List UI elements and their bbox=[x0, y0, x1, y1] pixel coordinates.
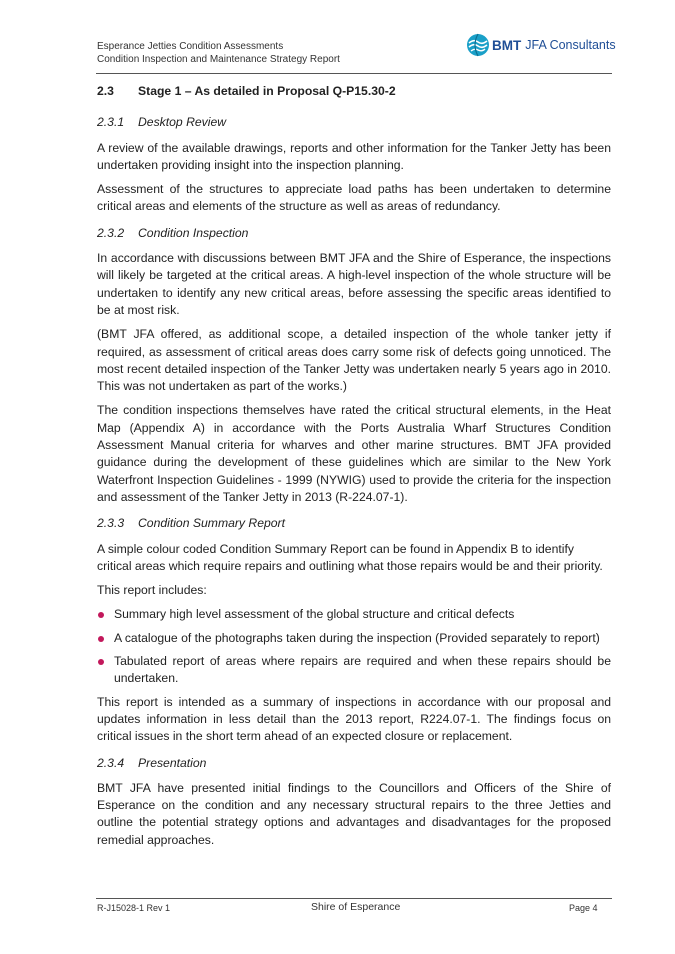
paragraph: (BMT JFA offered, as additional scope, a detailed inspection of the whole tanker jetty if required, as assessment of critical areas does carry some risk of defects going unnoticed. The most recent detailed inspection of the Tanker Jetty was undertaken nearly 5 years ago in 2010. This was not undertaken as part of the works.) bbox=[97, 327, 611, 394]
subsection-title: Presentation bbox=[138, 755, 207, 770]
paragraph: This report is intended as a summary of inspections in accordance with our proposal and updates information in less detail than the 2013 report, R224.07-1. The findings focus on critical issues in the short term ahead of an expected closure or replacement. bbox=[97, 694, 611, 744]
bullet-list bbox=[97, 606, 611, 687]
paragraph: A review of the available drawings, reports and other information for the Tanker Jetty has been undertaken providing insight into the inspection planning. bbox=[97, 140, 611, 172]
footer-rule bbox=[96, 898, 612, 899]
logo-subtitle: JFA Consultants bbox=[525, 38, 616, 52]
section-heading bbox=[97, 83, 611, 100]
subsection-title: Desktop Review bbox=[138, 115, 227, 130]
section-title: Stage 1 – As detailed in Proposal Q-P15.30-2 bbox=[138, 84, 396, 98]
logo-brand: BMT bbox=[492, 37, 522, 53]
paragraph: BMT JFA have presented initial findings to the Councillors and Officers of the Shire of Esperance on the condition and any necessary structural repairs to the three Jetties and outline the potential strategy options and advantages and disadvantages for the proposed remedial approaches. bbox=[97, 780, 611, 847]
paragraph: Assessment of the structures to appreciate load paths has been undertaken to determine critical areas and elements of the structure as well as areas of redundancy. bbox=[97, 182, 611, 214]
bullet-icon bbox=[98, 612, 104, 618]
list-item-text: Tabulated report of areas where repairs are required and when these repairs should be undertaken. bbox=[114, 654, 611, 686]
subsection-number: 2.3.1 bbox=[97, 115, 125, 130]
footer-document-reference: R-J15028-1 Rev 1 bbox=[97, 903, 171, 913]
subsection-number: 2.3.4 bbox=[97, 755, 125, 770]
paragraph: In accordance with discussions between BMT JFA and the Shire of Esperance, the inspections will likely be targeted at the critical areas. A high-level inspection of the whole structure will be undertaken to identify any new critical areas, before assessing the specific areas identified to be at most risk. bbox=[97, 251, 611, 317]
list-item bbox=[97, 653, 611, 688]
subsection-number: 2.3.3 bbox=[97, 516, 125, 531]
running-header bbox=[97, 40, 340, 66]
subsection-number: 2.3.2 bbox=[97, 225, 125, 240]
bullet-icon bbox=[98, 659, 104, 665]
list-item-text: A catalogue of the photographs taken during the inspection (Provided separately to report) bbox=[114, 630, 600, 645]
footer-page-number: Page 4 bbox=[569, 903, 598, 913]
bmt-logo bbox=[466, 33, 616, 57]
list-item bbox=[97, 606, 611, 623]
bullet-icon bbox=[98, 636, 104, 642]
list-item bbox=[97, 630, 611, 647]
paragraph: The condition inspections themselves have rated the critical structural elements, in the Heat Map (Appendix A) in accordance with the Ports Australia Wharf Structures Condition Assessment Manual criteria for wharves and other marine structures. BMT JFA provided guidance during the development of these guidelines which are similar to the New York Waterfront Inspection Guidelines - 1999 (NYWIG) used to provide the criteria for the inspection and assessment of the Tanker Jetty in 2013 (R-224.07-1). bbox=[97, 403, 611, 504]
subsection-heading-presentation bbox=[97, 755, 611, 772]
list-item-text: Summary high level assessment of the global structure and critical defects bbox=[114, 607, 515, 622]
subsection-heading-condition-inspection bbox=[97, 225, 611, 242]
subsection-title: Condition Inspection bbox=[138, 225, 249, 240]
subsection-title: Condition Summary Report bbox=[138, 516, 285, 531]
globe-logo-icon bbox=[466, 33, 490, 57]
section-number: 2.3 bbox=[97, 84, 114, 98]
subsection-heading-desktop-review bbox=[97, 114, 611, 131]
paragraph: A simple colour coded Condition Summary Report can be found in Appendix B to identify critical areas which require repairs and outlining what those repairs would be and their priority. bbox=[97, 541, 603, 573]
subsection-heading-condition-summary-report bbox=[97, 515, 611, 532]
header-rule bbox=[96, 73, 612, 74]
header-line-1: Esperance Jetties Condition Assessments bbox=[97, 41, 284, 52]
footer-client-name: Shire of Esperance bbox=[311, 901, 401, 913]
header-line-2: Condition Inspection and Maintenance Strategy Report bbox=[97, 54, 340, 65]
document-body bbox=[97, 83, 611, 856]
paragraph: This report includes: bbox=[97, 583, 207, 598]
